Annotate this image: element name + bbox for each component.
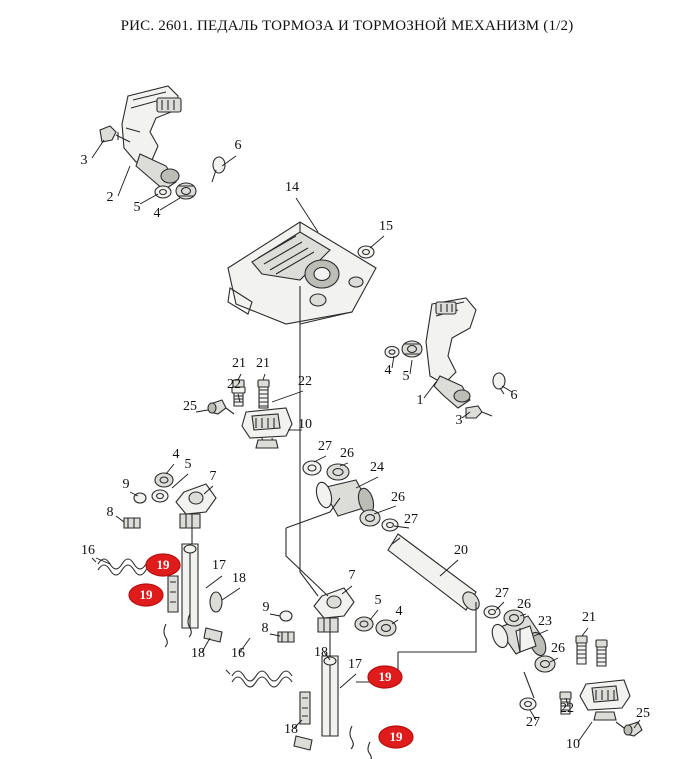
parts-diagram-svg bbox=[0, 36, 694, 759]
callout bbox=[511, 388, 518, 403]
callout-label: 27 bbox=[526, 715, 540, 730]
part-washer-15 bbox=[358, 246, 374, 258]
part-pin-6-right bbox=[493, 373, 505, 394]
callout bbox=[403, 369, 410, 384]
callout bbox=[123, 477, 130, 492]
callout bbox=[235, 138, 242, 153]
callout bbox=[210, 469, 217, 484]
callout bbox=[340, 446, 354, 461]
part-bracket-10-lower bbox=[580, 680, 630, 720]
part-pedal-arm-left bbox=[122, 86, 181, 190]
callout bbox=[107, 190, 114, 205]
part-housing-14 bbox=[228, 222, 376, 324]
callout bbox=[456, 413, 463, 428]
callout bbox=[517, 597, 531, 612]
part-grease-fitting-25-upper bbox=[208, 400, 234, 414]
callout bbox=[212, 558, 226, 573]
callout bbox=[370, 460, 384, 475]
callout-label: 18 bbox=[232, 571, 246, 586]
callout bbox=[396, 604, 403, 619]
callout-label: 4 bbox=[384, 363, 392, 378]
callout bbox=[134, 200, 141, 215]
callout-label: 19 bbox=[378, 669, 392, 684]
callout bbox=[183, 399, 197, 414]
callout bbox=[227, 377, 241, 392]
callout-label: 26 bbox=[391, 490, 405, 505]
callout bbox=[538, 614, 552, 629]
callout-label: 8 bbox=[106, 505, 114, 520]
callout bbox=[263, 600, 270, 615]
callout-label: 19 bbox=[389, 729, 403, 744]
callout-label: 24 bbox=[370, 460, 384, 475]
callout-label: 26 bbox=[551, 641, 565, 656]
callout bbox=[560, 701, 574, 716]
callout bbox=[391, 490, 405, 505]
callout-label: 1 bbox=[416, 393, 424, 408]
callout bbox=[231, 646, 245, 661]
callout bbox=[232, 356, 246, 371]
callout bbox=[185, 457, 192, 472]
callout bbox=[232, 571, 246, 586]
callout-label: 16 bbox=[231, 646, 245, 661]
callout-label: 3 bbox=[80, 153, 88, 168]
callout bbox=[107, 505, 114, 520]
callout-label: 6 bbox=[510, 388, 518, 403]
callout bbox=[526, 715, 540, 730]
callout-label: 27 bbox=[404, 512, 418, 527]
callout bbox=[385, 363, 392, 378]
callout-label: 22 bbox=[227, 377, 241, 392]
callout-label: 16 bbox=[81, 543, 95, 558]
callout bbox=[298, 374, 312, 389]
callout bbox=[81, 543, 95, 558]
callout-label: 10 bbox=[298, 417, 312, 432]
part-washers-right bbox=[385, 341, 422, 358]
callout-label: 21 bbox=[232, 356, 246, 371]
callout-label: 23 bbox=[538, 614, 552, 629]
callout-label: 27 bbox=[495, 586, 509, 601]
callout-label: 22 bbox=[560, 701, 574, 716]
callout-label: 22 bbox=[298, 374, 312, 389]
callout-label: 5 bbox=[402, 369, 410, 384]
diagram-canvas bbox=[0, 36, 694, 759]
part-spring-16-lower bbox=[226, 670, 292, 687]
part-pedal-arm-right bbox=[426, 298, 476, 408]
callout-label: 7 bbox=[348, 568, 356, 583]
part-shaft-20 bbox=[388, 534, 483, 613]
callout bbox=[314, 645, 328, 660]
callout-label: 2 bbox=[106, 190, 114, 205]
callout bbox=[81, 153, 88, 168]
callout-label: 5 bbox=[184, 457, 192, 472]
callout bbox=[173, 447, 180, 462]
callout-label: 19 bbox=[156, 557, 170, 572]
callout bbox=[454, 543, 468, 558]
callout bbox=[284, 722, 298, 737]
callout-label: 15 bbox=[379, 219, 393, 234]
callout bbox=[285, 180, 299, 195]
callout-label: 9 bbox=[262, 600, 270, 615]
callout-label: 7 bbox=[209, 469, 217, 484]
callout-label: 25 bbox=[636, 706, 650, 721]
part-pin-6-upper bbox=[212, 157, 225, 182]
callout-label: 19 bbox=[139, 587, 153, 602]
callout bbox=[404, 512, 418, 527]
callout-label: 4 bbox=[153, 206, 161, 221]
callout-label: 18 bbox=[314, 645, 328, 660]
callout-label: 8 bbox=[261, 621, 269, 636]
callout-label: 10 bbox=[566, 737, 580, 752]
callout-highlighted bbox=[129, 584, 163, 606]
callout-highlighted bbox=[379, 726, 413, 748]
callout-label: 26 bbox=[517, 597, 531, 612]
callout-label: 26 bbox=[340, 446, 354, 461]
page-title: РИС. 2601. ПЕДАЛЬ ТОРМОЗА И ТОРМОЗНОЙ МЕХАНИЗМ (1/2) bbox=[120, 18, 574, 34]
callout-label: 20 bbox=[454, 543, 468, 558]
callout-label: 4 bbox=[395, 604, 403, 619]
callout bbox=[636, 706, 650, 721]
callout bbox=[582, 610, 596, 625]
callout-label: 25 bbox=[183, 399, 197, 414]
callout bbox=[375, 593, 382, 608]
callout-label: 21 bbox=[256, 356, 270, 371]
callout-label: 21 bbox=[582, 610, 596, 625]
callout-label: 3 bbox=[455, 413, 463, 428]
callout bbox=[298, 417, 312, 432]
callout bbox=[348, 657, 362, 672]
callout bbox=[349, 568, 356, 583]
callout-label: 17 bbox=[212, 558, 226, 573]
callout-label: 18 bbox=[191, 646, 205, 661]
callout bbox=[495, 586, 509, 601]
callout bbox=[191, 646, 205, 661]
callout bbox=[379, 219, 393, 234]
callout-layer bbox=[81, 138, 651, 752]
callout bbox=[551, 641, 565, 656]
callout-label: 5 bbox=[133, 200, 141, 215]
callout-label: 5 bbox=[374, 593, 382, 608]
callout bbox=[566, 737, 580, 752]
callout bbox=[262, 621, 269, 636]
callout-label: 14 bbox=[285, 180, 299, 195]
callout bbox=[417, 393, 424, 408]
callout-label: 4 bbox=[172, 447, 180, 462]
callout-label: 27 bbox=[318, 439, 332, 454]
callout-highlighted bbox=[368, 666, 402, 688]
callout-label: 17 bbox=[348, 657, 362, 672]
part-bracket-10-upper bbox=[242, 408, 292, 448]
callout bbox=[256, 356, 270, 371]
part-grease-fitting-25-lower bbox=[616, 722, 642, 736]
callout-highlighted bbox=[146, 554, 180, 576]
callout bbox=[318, 439, 332, 454]
callout-label: 9 bbox=[122, 477, 130, 492]
callout bbox=[154, 206, 161, 221]
callout-label: 6 bbox=[234, 138, 242, 153]
callout-label: 18 bbox=[284, 722, 298, 737]
